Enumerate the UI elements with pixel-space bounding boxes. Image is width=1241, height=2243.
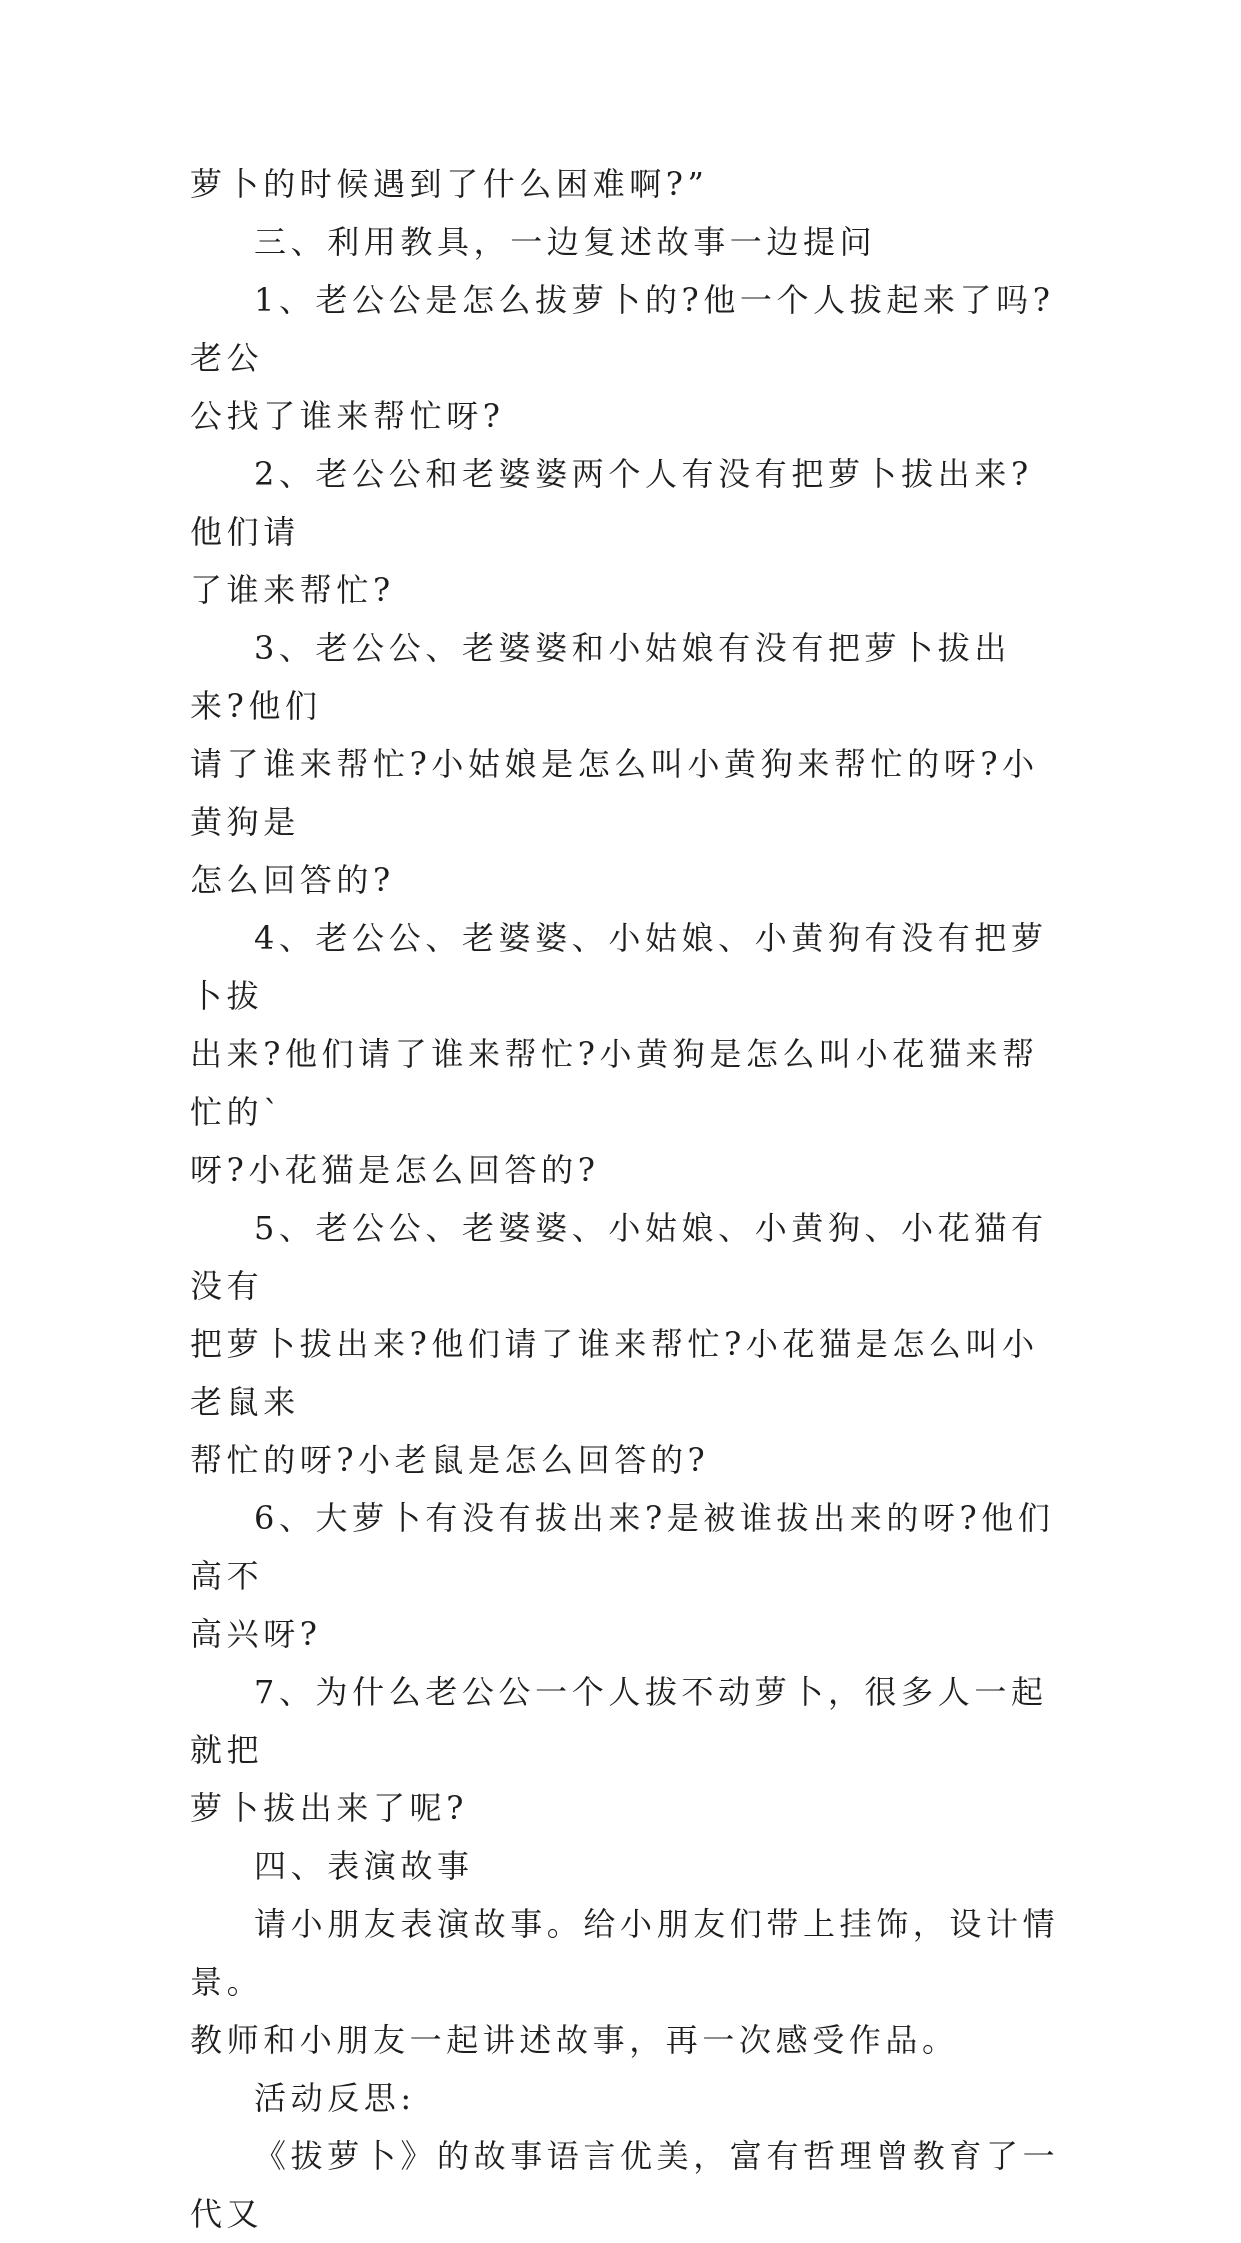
reflection-paragraph: 《拔萝卜》的故事语言优美，富有哲理曾教育了一代又 xyxy=(190,2137,1060,2233)
question-2: 2、老公公和老婆婆两个人有没有把萝卜拔出来?他们请 了谁来帮忙? xyxy=(190,455,1033,609)
question-5: 5、老公公、老婆婆、小姑娘、小黄狗、小花猫有没有 把萝卜拔出来?他们请了谁来帮忙?小花猫是怎么叫小老鼠来 帮忙的呀?小老鼠是怎么回答的? xyxy=(190,1209,1048,1479)
reflection-heading: 活动反思: xyxy=(254,2079,416,2117)
question-1: 1、老公公是怎么拔萝卜的?他一个人拔起来了吗?老公 公找了谁来帮忙呀? xyxy=(190,281,1055,435)
paragraph-continuation: 萝卜的时候遇到了什么困难啊?” xyxy=(190,165,709,203)
question-6: 6、大萝卜有没有拔出来?是被谁拔出来的呀?他们高不 高兴呀? xyxy=(190,1499,1055,1653)
question-3: 3、老公公、老婆婆和小姑娘有没有把萝卜拔出来?他们 请了谁来帮忙?小姑娘是怎么叫小黄狗来帮忙的呀?小黄狗是 怎么回答的? xyxy=(190,629,1039,899)
performance-paragraph: 请小朋友表演故事。给小朋友们带上挂饰，设计情景。 教师和小朋友一起讲述故事，再一次感受作品。 xyxy=(190,1905,1060,2059)
question-4: 4、老公公、老婆婆、小姑娘、小黄狗有没有把萝卜拔 出来?他们请了谁来帮忙?小黄狗是怎么叫小花猫来帮忙的` 呀?小花猫是怎么回答的? xyxy=(190,919,1048,1189)
document-body xyxy=(190,155,1060,2243)
section-heading-4: 四、表演故事 xyxy=(254,1847,474,1885)
question-7: 7、为什么老公公一个人拔不动萝卜，很多人一起就把 萝卜拔出来了呢? xyxy=(190,1673,1048,1827)
section-heading-3: 三、利用教具，一边复述故事一边提问 xyxy=(254,223,877,261)
